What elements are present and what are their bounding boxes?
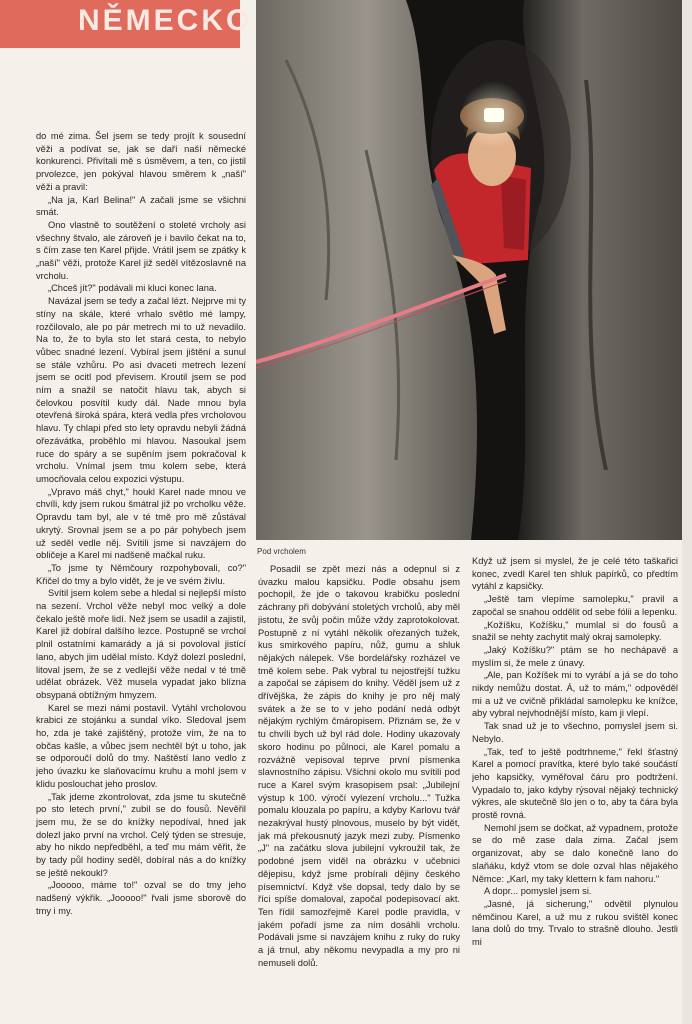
paragraph: Když už jsem si myslel, že je celé této taškařici konec, zvedl Karel ten shluk papírků, co předtím vytáhl z kapsičky. (472, 556, 678, 592)
section-title: NĚMECKO (78, 4, 253, 37)
paragraph: Posadil se zpět mezi nás a odepnul si z úvazku malou kapsičku. Podle obsahu jsem pochopil, že jde o takovou krabičku poslední záchrany při dobývání stoletých vrcholů, aby měl jistotu, že svůj počin může vždy zaprotokolovat. Postupně z ní vytáhl několik ořezaných tužek, kus smirkového papíru, nůž, gumu a shluk nějakých nálepek. Vše bordelářsky rozházel ve tmě kolem sebe. Pak vybral tu nejostřejší tužku a započal se zápisem do knihy. Věděl jsem už z dřívějška, že zápis do knihy je pro něj malý svátek a že se to v jeho podání nedá odbýt nějakým rychlým čmáropisem. Přiznám se, že v tu chvíli bych už byl rád dole. Hodiny ukazovaly skoro hodinu po půlnoci, ale Karel pomalu a rozvážně vepisoval teprve první písmenka slavnostního zápisu. Všichni okolo mu svítili pod ruce a Karel svým krasopisem psal: „Jubilejní výstup k 100. výročí vylezení vrcholu..." Tužka pomalu klouzala po papíru, a kdyby Karlovu tvář nezakrýval hustý plnovous, muselo by být vidět, jak má překousnutý jazyk mezi zuby. Písmenko „J" na začátku slova jubilejní vykroužil tak, že podobné jsem viděl na obrázku v učebnici dějepisu, když jsme probírali dějiny českého písemnictví. Když vše dopsal, tedy dalo by se říci spíše domaloval, započal podepisovací akt. Ten řídil samozřejmě Karel podle pravidla, v jakém pořadí jsme za ním dosáhli vrcholu. Podávali jsme si navzájem knihu z ruky do ruky a já trnul, aby někomu nevypadla a my pro ni nemuseli dolů. (258, 564, 460, 968)
paragraph: „Tak, teď to ještě podtrhneme," řekl šťastný Karel a pomocí pravítka, které bylo také součástí jeho kapsičky, vyměřoval čáru pro podtržení. Vypadalo to, jako kdyby rýsoval nějaký technický výkres, ale skutečně šlo jen o to, aby ta čára byla prostě rovná. (472, 746, 678, 821)
photo-caption: Pod vrcholem (257, 547, 306, 556)
paragraph: Ono vlastně to soutěžení o stoleté vrcholy asi všechny štvalo, ale zároveň je i bavilo čekat na to, s čím zase ten Karel přijde. Vrátil jsem se zpátky k „naší" věži, protože Karel již seděl vítězoslavně na vrcholu. (36, 219, 246, 281)
paragraph: „Kožíšku, Kožíšku," mumlal si do fousů a snažil se nehty zachytit malý okraj samolepky. (472, 619, 678, 643)
paragraph: „Tak jdeme zkontrolovat, zda jsme tu skutečně po sto letech první," zubil se do fousů. Nevěřil jsem mu, že se do knížky nepodíval, hned jak dolezl jako první na vrchol. Celý týden se stresuje, aby ho nikdo nepředběhl, a teď mu mám věřit, že by tady půl hodiny seděl, dobíral nás a do knížky se ještě nekoukl? (36, 791, 246, 878)
paragraph: „Ještě tam vlepíme samolepku," pravil a započal se snahou oddělit od sebe fólii a lepenku. (472, 594, 678, 617)
paragraph: A dopr... pomyslel jsem si. (484, 886, 592, 897)
text-column-left (36, 130, 246, 1020)
paragraph: Nemohl jsem se dočkat, až vypadnem, protože se do mě zase dala zima. Začal jsem organizovat, aby se dalo konečně lano do slaňáku, když vtom se dole ozval hlas nějakého Němce: „Karl, my taky klettern k fam nahoru." (472, 822, 678, 884)
paragraph: Svítil jsem kolem sebe a hledal si nejlepší místo na sezení. Vrchol věže nebyl moc velký a dole čekalo ještě moře lidí. Než jsem se usadil a zajistil, Karel již dobíral dalšího lezce. Postupně se vrchol plnil ostatními kamarády a já si povoloval jistící lano, abych jim udělal místo. Když dolezl poslední, litoval jsem, že se z vedlejší věže nedal v té tmě udělat obrázek. Věž musela vypadat jako blízna obsypaná obtížným hmyzem. (36, 588, 246, 700)
paragraph: „Jaký Kožíšku?" ptám se ho nechápavě a myslím si, že mele z únavy. (472, 644, 678, 668)
climber-photo (256, 0, 682, 540)
country-banner (0, 0, 253, 48)
paragraph: „Jooooo, máme to!" ozval se do tmy jeho nadšený výkřik. „Jooooo!" řvali jsme sborově do tmy i my. (36, 880, 246, 916)
paragraph: „Na ja, Karl Belina!" A začali jsme se všichni smát. (36, 194, 246, 218)
text-column-right (472, 555, 678, 1020)
paragraph: „Chceš jít?" podávali mi kluci konec lana. (48, 283, 217, 294)
paragraph: „Jasné, já sicherung," odvětil plynulou němčinou Karel, a už mu z rukou svištěl konec lana dolů do tmy. Trvalo to strašně dlouho. Jestli mi (472, 898, 678, 948)
paragraph: Tak snad už je to všechno, pomyslel jsem si. Nebylo. (472, 721, 678, 744)
paragraph: Karel se mezi námi postavil. Vytáhl vrcholovou krabici ze stojánku a sundal víko. Sledoval jsem ho, zda je také zajištěný, protože vím, že na to občas kašle, a vůbec jsem nechtěl být u toho, jak se odporoučí dolů do tmy. Naštěstí lano vedlo z jeho úvazku ke slaňovacímu kruhu a mohl jsem v klidu poslouchat jeho proslov. (36, 702, 246, 789)
paragraph: „Ale, pan Kožíšek mi to vyrábí a já se do toho nikdy nemůžu dostat. Á, už to mám," odpověděl mi a už ve cvičně přikládal samolepku ke knížce, aby vybral nejvhodnější místo, kam ji vlepí. (472, 670, 678, 719)
paragraph: Navázal jsem se tedy a začal lézt. Nejprve mi ty stíny na skále, které vrhalo světlo mé lampy, rozčilovalo, ale po pár metrech mi to už nevadilo. Na to, že to byla sto let stará cesta, to nebylo vůbec snadné lezení. Vybíral jsem jištění a sunul se stále vzhůru. Po asi dvaceti metrech lezení jsem se ocitl pod převisem. Kroutil jsem se pod ním a snažil se natočit hlavu tak, abych si čelovkou posvítil kudy dál. Nade mnou byla otevřená široká spára, která vedla přes vrcholovou hlavu. Ty chlapi před sto lety opravdu nebyli žádná ořezávátka, proběhlo mi hlavou. Nasoukal jsem ruce do spáry a se supěním jsem pokračoval k vrcholu. Vnímal jsem tmu kolem sebe, která umocňovala celou expozici výstupu. (36, 296, 246, 484)
paragraph: do mé zima. Šel jsem se tedy projít k sousední věži a podívat se, jak se daří naší německé konkurenci. Přivítali mě s úsměvem, a ten, co jistil prvolezce, jen pokýval hlavou směrem k „naší" věži a pravil: (36, 131, 246, 192)
paragraph: „To jsme ty Němčoury rozpohybovali, co?" Křičel do tmy a bylo vidět, že je ve svém živlu. (36, 562, 246, 586)
page-edge (682, 0, 692, 1024)
text-column-middle (258, 563, 460, 1018)
paragraph: „Vpravo máš chyt," houkl Karel nade mnou ve chvíli, kdy jsem rukou šmátral již po vrcholku věže. Opravdu tam byl, ale v té tmě pro mě zůstával ukrytý. Srovnal jsem se a po pár pohybech jsem už seděl vedle něj. Svítili jsme si navzájem do obličeje a Karel mi nadšeně mačkal ruku. (36, 486, 246, 561)
